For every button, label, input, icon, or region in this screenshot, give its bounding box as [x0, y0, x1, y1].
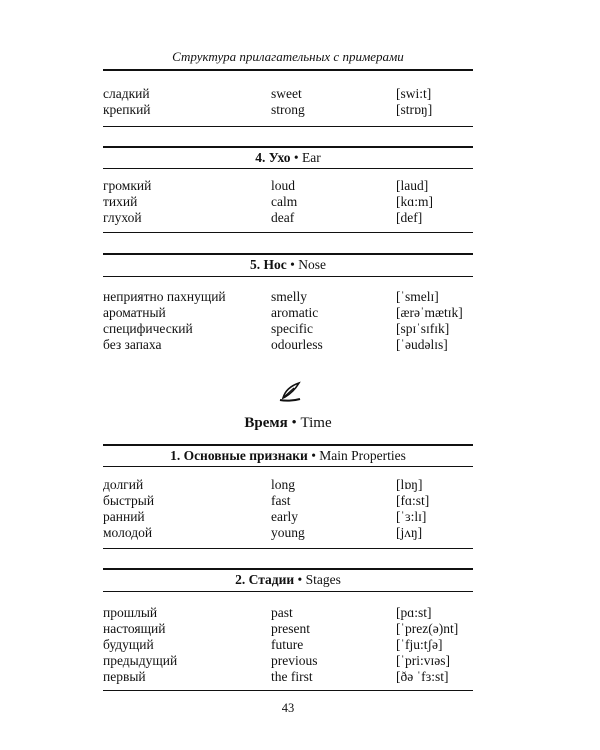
russian-word: глухой — [103, 210, 142, 225]
section-end-rule — [103, 126, 473, 127]
russian-word: прошлый — [103, 605, 158, 620]
table-row — [103, 337, 473, 353]
section-title-stages — [103, 572, 473, 588]
transcription: [def] — [396, 210, 423, 225]
english-word: odourless — [271, 337, 323, 352]
transcription: [spɪˈsɪfɪk] — [396, 321, 450, 336]
table-row — [103, 102, 473, 118]
russian-word: ранний — [103, 509, 145, 524]
time-heading-en: Time — [300, 415, 332, 431]
english-word: early — [271, 509, 298, 524]
table-row — [103, 605, 473, 621]
table-row — [103, 321, 473, 337]
section-title-ru: 4. Ухо — [255, 150, 291, 165]
table-row — [103, 637, 473, 653]
page-number: 43 — [281, 701, 295, 715]
english-word: aromatic — [271, 305, 319, 320]
russian-word: молодой — [103, 525, 153, 540]
section-title-ru: 5. Нос — [250, 257, 287, 272]
transcription: [jʌŋ] — [396, 525, 423, 540]
table-row — [103, 525, 473, 541]
bullet-separator: • — [291, 415, 301, 431]
russian-word: первый — [103, 669, 146, 684]
section-end-rule — [103, 548, 473, 549]
english-word: smelly — [271, 289, 307, 304]
section-top-rule — [103, 568, 473, 570]
russian-word: громкий — [103, 178, 152, 193]
section-title-rule — [103, 466, 473, 467]
russian-word: настоящий — [103, 621, 166, 636]
transcription: [kɑ:m] — [396, 194, 434, 209]
english-word: calm — [271, 194, 298, 209]
transcription: [ˈpri:vɪəs] — [396, 653, 450, 668]
transcription: [pɑ:st] — [396, 605, 432, 620]
section-top-rule — [103, 146, 473, 148]
russian-word: будущий — [103, 637, 154, 652]
section-title-main — [103, 448, 473, 464]
table-row — [103, 178, 473, 194]
section-title-ru: 2. Стадии — [235, 572, 295, 587]
english-word: fast — [271, 493, 291, 508]
english-word: previous — [271, 653, 318, 668]
russian-word: ароматный — [103, 305, 166, 320]
transcription: [ˈɜ:lɪ] — [396, 509, 427, 524]
transcription: [strɒŋ] — [396, 102, 433, 117]
russian-word: долгий — [103, 477, 144, 492]
section-title-nose — [103, 257, 473, 273]
bullet-separator: • — [297, 572, 306, 587]
english-word: young — [271, 525, 305, 540]
russian-word: сладкий — [103, 86, 150, 101]
section-title-en: Stages — [305, 572, 341, 587]
table-row — [103, 493, 473, 509]
english-word: loud — [271, 178, 296, 193]
table-row — [103, 509, 473, 525]
english-word: present — [271, 621, 310, 636]
table-row — [103, 194, 473, 210]
section-title-en: Main Properties — [319, 448, 406, 463]
transcription: [ˈprez(ə)nt] — [396, 621, 459, 636]
section-title-rule — [103, 591, 473, 592]
bullet-separator: • — [311, 448, 320, 463]
russian-word: специфический — [103, 321, 193, 336]
table-row — [103, 669, 473, 685]
table-row — [103, 289, 473, 305]
bullet-separator: • — [293, 150, 303, 165]
header-rule — [103, 69, 473, 71]
time-heading-ru: Время — [244, 415, 288, 431]
transcription: [ˈəudəlɪs] — [396, 337, 448, 352]
table-row — [103, 477, 473, 493]
russian-word: быстрый — [103, 493, 155, 508]
transcription: [ˈsmelɪ] — [396, 289, 439, 304]
english-word: sweet — [271, 86, 302, 101]
table-row — [103, 653, 473, 669]
transcription: [ðə ˈfɜ:st] — [396, 669, 449, 684]
russian-word: крепкий — [103, 102, 151, 117]
table-row — [103, 305, 473, 321]
transcription: [laud] — [396, 178, 429, 193]
transcription: [ˈfju:tʃə] — [396, 637, 443, 652]
russian-word: неприятно пахнущий — [103, 289, 226, 304]
transcription: [fɑ:st] — [396, 493, 430, 508]
russian-word: предыдущий — [103, 653, 178, 668]
section-title-en: Ear — [302, 150, 321, 165]
section-top-rule — [103, 253, 473, 255]
table-row — [103, 86, 473, 102]
section-title-ru: 1. Основные признаки — [170, 448, 308, 463]
english-word: deaf — [271, 210, 295, 225]
section-title-rule — [103, 168, 473, 169]
transcription: [lɒŋ] — [396, 477, 423, 492]
section-end-rule — [103, 232, 473, 233]
table-row — [103, 210, 473, 226]
table-row — [103, 621, 473, 637]
section-top-rule — [103, 444, 473, 446]
section-title-ear — [103, 150, 473, 166]
section-end-rule — [103, 690, 473, 691]
transcription: [swi:t] — [396, 86, 432, 101]
english-word: strong — [271, 102, 305, 117]
english-word: long — [271, 477, 296, 492]
section-title-rule — [103, 276, 473, 277]
time-heading — [103, 414, 473, 432]
english-word: past — [271, 605, 293, 620]
transcription: [ærəˈmætɪk] — [396, 305, 463, 320]
english-word: specific — [271, 321, 313, 336]
emblem-icon — [277, 381, 303, 403]
russian-word: без запаха — [103, 337, 162, 352]
section-title-en: Nose — [298, 257, 326, 272]
english-word: future — [271, 637, 304, 652]
english-word: the first — [271, 669, 313, 684]
bullet-separator: • — [290, 257, 299, 272]
running-head: Структура прилагательных с примерами — [172, 49, 404, 64]
russian-word: тихий — [103, 194, 138, 209]
